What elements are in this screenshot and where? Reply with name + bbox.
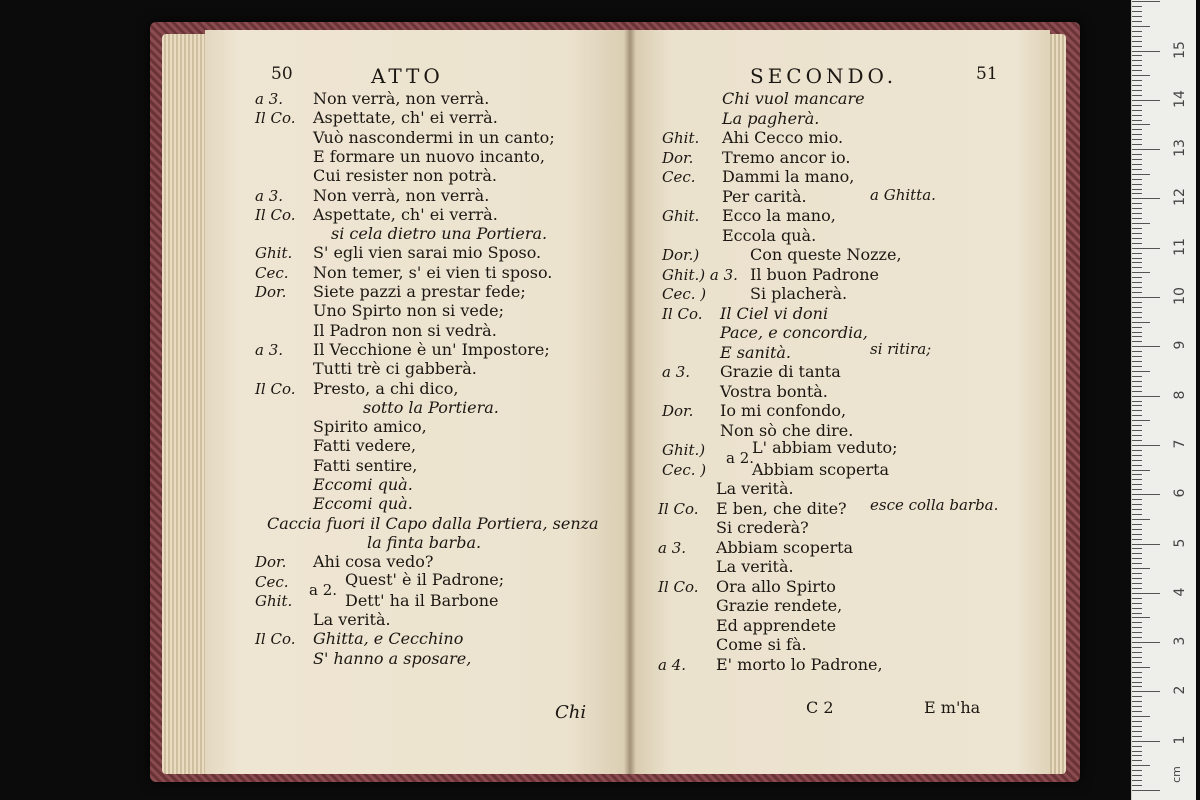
verse-line: Siete pazzi a prestar fede; — [313, 282, 526, 301]
speaker-label: Cec. — [662, 168, 696, 186]
ruler-tick — [1132, 90, 1142, 91]
verse-line: Abbiam scoperta — [752, 459, 890, 479]
speaker-label: Il Co. — [255, 630, 296, 649]
ruler-tick — [1132, 568, 1150, 569]
speaker-label: a 3. — [255, 186, 284, 205]
speaker-label: Il Co. — [255, 109, 296, 128]
verse-line: E sanità. — [720, 342, 791, 362]
verse-line: Uno Spirto non si vede; — [313, 301, 504, 321]
ruler-tick — [1132, 218, 1142, 219]
ruler-tick — [1132, 736, 1142, 737]
ruler-tick — [1132, 701, 1142, 702]
speaker-label: Dor. — [662, 402, 694, 420]
ruler-tick — [1132, 632, 1142, 633]
verse-line: Vostra bontà. — [720, 381, 828, 401]
ruler-tick — [1132, 706, 1142, 707]
ruler-tick — [1132, 70, 1142, 71]
ruler-number: 6 — [1172, 488, 1188, 498]
ruler-tick — [1132, 691, 1160, 692]
ruler-tick — [1132, 51, 1160, 52]
ruler-tick — [1132, 46, 1142, 47]
ruler-tick — [1132, 16, 1142, 17]
ruler-number: 5 — [1172, 538, 1188, 547]
ruler-tick — [1132, 95, 1142, 96]
ruler-tick — [1132, 642, 1160, 643]
ruler-tick — [1132, 282, 1142, 283]
ruler-tick — [1132, 410, 1142, 411]
ruler-tick — [1132, 174, 1150, 175]
ruler-tick — [1132, 558, 1142, 559]
speaker-label: Dor. — [255, 283, 287, 301]
ruler-tick — [1132, 450, 1142, 451]
ruler-tick — [1132, 741, 1160, 742]
ruler-tick — [1132, 124, 1150, 125]
verse-line: E ben, che dite? — [716, 498, 847, 518]
verse-line: sotto la Portiera. — [363, 397, 499, 417]
ruler-tick — [1132, 726, 1142, 727]
speaker-label: Ghit. — [255, 244, 293, 263]
ruler-tick — [1132, 21, 1142, 22]
ruler-tick — [1132, 203, 1142, 204]
ruler-tick — [1132, 608, 1142, 609]
ruler-tick — [1132, 36, 1142, 37]
ruler-tick — [1132, 193, 1142, 194]
ruler-tick — [1132, 341, 1142, 342]
verse-line: Vuò nascondermi in un canto; — [313, 127, 555, 147]
ruler-number: 7 — [1172, 439, 1188, 449]
ruler-tick — [1132, 184, 1142, 185]
verse-line: Fatti sentire, — [313, 455, 418, 475]
ruler-tick — [1132, 711, 1142, 712]
ruler-tick — [1132, 223, 1150, 224]
verse-line: E formare un nuovo incanto, — [313, 146, 545, 166]
verse-line: Pace, e concordia, — [720, 323, 868, 342]
verse-line: Non verrà, non verrà. — [313, 89, 490, 108]
ruler-tick — [1132, 682, 1142, 683]
ruler-tick — [1132, 297, 1160, 298]
ruler-tick — [1132, 371, 1150, 372]
verse-line: si cela dietro una Portiera. — [331, 224, 548, 244]
ruler-tick — [1132, 80, 1142, 81]
ruler-tick — [1132, 652, 1142, 653]
verse-line: Presto, a chi dico, — [313, 378, 459, 398]
ruler-tick — [1132, 460, 1142, 461]
speaker-label: Il Co. — [658, 499, 699, 518]
ruler-tick — [1132, 120, 1142, 121]
ruler-tick — [1132, 751, 1142, 752]
ruler-tick — [1132, 213, 1142, 214]
ruler-tick — [1132, 307, 1142, 308]
ruler-tick — [1132, 494, 1160, 495]
ruler-tick — [1132, 134, 1142, 135]
verse-line: Spirito amico, — [313, 417, 427, 437]
speaker-label: a 3. — [255, 90, 284, 108]
speaker-label: Il Co. — [255, 205, 296, 224]
ruler-tick — [1132, 179, 1142, 180]
ruler-tick — [1132, 164, 1142, 165]
speaker-label: a 3. — [662, 363, 691, 381]
ruler-tick — [1132, 790, 1160, 791]
ruler-tick — [1132, 41, 1142, 42]
ruler-tick — [1132, 440, 1142, 441]
ruler-tick — [1132, 60, 1142, 61]
ruler-tick — [1132, 662, 1142, 663]
ruler-tick — [1132, 386, 1142, 387]
ruler-number: 9 — [1172, 340, 1188, 350]
verse-line: Il Padron non si vedrà. — [313, 320, 497, 340]
ruler-tick — [1132, 361, 1142, 362]
ruler-tick — [1132, 396, 1160, 397]
ruler-tick — [1132, 617, 1150, 618]
ruler-tick — [1132, 613, 1142, 614]
verse-line: Si crederà? — [716, 518, 809, 537]
ruler-tick — [1132, 198, 1160, 199]
verse-line: Dett' ha il Barbone — [345, 590, 499, 610]
verse-line: la finta barba. — [367, 532, 482, 552]
ruler-tick — [1132, 544, 1160, 545]
ruler-tick — [1132, 479, 1142, 480]
ruler-tick — [1132, 672, 1142, 673]
ruler-tick — [1132, 233, 1142, 234]
verse-line: La verità. — [716, 557, 794, 576]
catchword-right: E m'ha — [924, 698, 981, 717]
verse-line: Aspettate, ch' ei verrà. — [313, 108, 498, 128]
verse-line: Ahi cosa vedo? — [313, 552, 434, 572]
ruler-tick — [1132, 6, 1142, 7]
ruler-tick — [1132, 238, 1142, 239]
ruler-tick — [1132, 603, 1142, 604]
ruler-tick — [1132, 317, 1142, 318]
verse-line: S' hanno a sposare, — [313, 648, 472, 668]
book-gutter — [624, 30, 636, 774]
ruler-number: 13 — [1172, 139, 1188, 158]
ruler-tick — [1132, 415, 1142, 416]
ruler-tick — [1132, 470, 1150, 471]
ruler-tick — [1132, 588, 1142, 589]
speaker-label: Ghit.) — [662, 441, 706, 459]
ruler-tick — [1132, 332, 1142, 333]
ruler-tick — [1132, 622, 1142, 623]
ruler-tick — [1132, 381, 1142, 382]
ruler-tick — [1132, 775, 1142, 776]
verse-line: Fatti vedere, — [313, 436, 417, 456]
ruler-tick — [1132, 499, 1142, 500]
verse-line: Cui resister non potrà. — [313, 166, 497, 186]
ruler-tick — [1132, 327, 1142, 328]
ruler-tick — [1132, 144, 1142, 145]
ruler-tick — [1132, 425, 1142, 426]
verse-line: Chi vuol mancare — [722, 89, 865, 108]
verse-line: La verità. — [313, 610, 391, 630]
speaker-label: Ghit. — [662, 207, 700, 225]
right-page — [630, 30, 1050, 774]
ruler-tick — [1132, 351, 1142, 352]
ruler-tick — [1132, 637, 1142, 638]
ruler-tick — [1132, 474, 1142, 475]
ruler-tick — [1132, 139, 1142, 140]
ruler-tick — [1132, 770, 1142, 771]
speaker-label: Cec. — [255, 572, 289, 591]
verse-line: Ed apprendete — [716, 615, 837, 635]
verse-line: Per carità. — [722, 186, 807, 206]
ruler-tick — [1132, 85, 1142, 86]
ruler-tick — [1132, 578, 1142, 579]
verse-line: Il Vecchione è un' Impostore; — [313, 339, 550, 359]
ruler-number: 15 — [1172, 40, 1188, 59]
stage-direction: a Ghitta. — [870, 186, 936, 204]
signature-mark: C 2 — [806, 698, 834, 717]
ruler-tick — [1132, 277, 1142, 278]
ruler-tick — [1132, 667, 1150, 668]
ruler-tick — [1132, 780, 1142, 781]
ruler-tick — [1132, 287, 1142, 288]
verse-line: Non temer, s' ei vien ti sposo. — [313, 262, 553, 282]
ruler-number: 10 — [1172, 287, 1188, 305]
ruler-tick — [1132, 760, 1142, 761]
verse-line: Come si fà. — [716, 635, 807, 654]
verse-line: La pagherà. — [722, 108, 820, 128]
verse-line: Non sò che dire. — [720, 420, 854, 440]
ruler-tick — [1132, 484, 1142, 485]
verse-line: Caccia fuori il Capo dalla Portiera, senza — [267, 513, 599, 533]
ruler-tick — [1132, 420, 1150, 421]
ruler-tick — [1132, 1, 1160, 2]
ruler-tick — [1132, 514, 1142, 515]
ruler-tick — [1132, 445, 1160, 446]
catchword-left: Chi — [555, 702, 587, 723]
ruler-tick — [1132, 489, 1142, 490]
speaker-label: Ghit. — [662, 129, 700, 147]
ruler-tick — [1132, 312, 1142, 313]
verse-line: La verità. — [716, 479, 794, 498]
verse-line: Ghitta, e Cecchino — [313, 629, 464, 649]
ruler-tick — [1132, 11, 1142, 12]
ruler-tick — [1132, 716, 1150, 717]
speaker-label: Dor. — [255, 553, 287, 572]
ruler-number: 4 — [1172, 587, 1188, 597]
verse-line: Eccomi quà. — [313, 494, 413, 514]
verse-line: Tremo ancor io. — [722, 147, 851, 167]
ruler-tick — [1132, 322, 1150, 323]
speaker-label: Il Co. — [658, 577, 699, 596]
ruler-tick — [1132, 563, 1142, 564]
ruler-tick — [1132, 677, 1142, 678]
ruler-tick — [1132, 435, 1142, 436]
ruler-tick — [1132, 115, 1142, 116]
ruler-tick — [1132, 657, 1142, 658]
verse-line: Dammi la mano, — [722, 167, 855, 186]
speaker-label: Dor.) — [662, 246, 700, 264]
speaker-label: Il Co. — [662, 304, 703, 323]
ruler-tick — [1132, 504, 1142, 505]
speaker-label: Ghit. — [255, 591, 293, 610]
ruler-tick — [1132, 376, 1142, 377]
verse-line: L' abbiam veduto; — [752, 438, 898, 457]
verse-line: Ora allo Spirto — [716, 576, 836, 596]
verse-line: Il buon Padrone — [750, 264, 879, 284]
verse-line: Non verrà, non verrà. — [313, 185, 490, 205]
ruler-tick — [1132, 262, 1142, 263]
ruler-tick — [1132, 55, 1142, 56]
ruler-tick — [1132, 159, 1142, 160]
ruler-tick — [1132, 267, 1142, 268]
ruler-tick — [1132, 302, 1142, 303]
ruler-tick — [1132, 746, 1142, 747]
verse-line: Eccomi quà. — [313, 475, 413, 494]
ruler-tick — [1132, 129, 1142, 130]
verse-line: Tutti trè ci gabberà. — [313, 359, 477, 379]
speaker-label: Cec. ) — [662, 460, 707, 479]
ruler-tick — [1132, 169, 1142, 170]
speaker-label: a 3. — [658, 538, 687, 557]
ruler-number: 1 — [1172, 735, 1188, 745]
ruler-tick — [1132, 391, 1142, 392]
ruler-tick — [1132, 765, 1150, 766]
ruler-tick — [1132, 243, 1142, 244]
verse-line: Abbiam scoperta — [716, 537, 854, 557]
ruler-tick — [1132, 154, 1142, 155]
verse-line: Il Ciel vi doni — [720, 303, 829, 323]
ruler-tick — [1132, 627, 1142, 628]
verse-line: Grazie rendete, — [716, 596, 843, 615]
ruler-number: 12 — [1172, 188, 1188, 207]
ruler-tick — [1132, 696, 1142, 697]
ruler-number: 8 — [1172, 390, 1188, 400]
ruler-tick — [1132, 248, 1160, 249]
measuring-ruler — [1131, 0, 1196, 800]
ruler-tick — [1132, 272, 1150, 273]
verse-line: S' egli vien sarai mio Sposo. — [313, 243, 542, 263]
ruler-tick — [1132, 208, 1142, 209]
ruler-tick — [1132, 539, 1142, 540]
ruler-tick — [1132, 534, 1142, 535]
ruler-unit: cm — [1169, 766, 1183, 783]
verse-line: Io mi confondo, — [720, 401, 847, 420]
ruler-tick — [1132, 258, 1142, 259]
ruler-tick — [1132, 75, 1150, 76]
ruler-tick — [1132, 721, 1142, 722]
group-marker: a 2. — [726, 449, 755, 467]
ruler-tick — [1132, 100, 1160, 101]
ruler-tick — [1132, 529, 1142, 530]
ruler-tick — [1132, 583, 1142, 584]
ruler-tick — [1132, 647, 1142, 648]
speaker-label: a 3. — [255, 340, 284, 359]
page-number-left: 50 — [271, 64, 293, 84]
speaker-label: Ghit.) a 3. — [662, 265, 738, 284]
verse-line: Grazie di tanta — [720, 362, 841, 381]
ruler-tick — [1132, 686, 1142, 687]
running-header-left: ATTO — [371, 64, 444, 88]
stage-direction: si ritira; — [870, 340, 932, 358]
ruler-tick — [1132, 26, 1150, 27]
stage-direction: esce colla barba. — [870, 496, 999, 514]
verse-line: Con queste Nozze, — [750, 245, 902, 264]
speaker-label: Dor. — [662, 148, 694, 167]
speaker-label: a 4. — [658, 655, 687, 674]
ruler-tick — [1132, 548, 1142, 549]
ruler-number: 2 — [1172, 685, 1188, 695]
speaker-label: Il Co. — [255, 379, 296, 398]
ruler-tick — [1132, 65, 1142, 66]
ruler-tick — [1132, 593, 1160, 594]
group-marker: a 2. — [309, 580, 338, 599]
ruler-tick — [1132, 336, 1142, 337]
ruler-tick — [1132, 755, 1142, 756]
ruler-tick — [1132, 346, 1160, 347]
ruler-tick — [1132, 356, 1142, 357]
verse-line: Si placherà. — [750, 284, 848, 303]
ruler-tick — [1132, 509, 1142, 510]
speaker-label: Cec. ) — [662, 285, 707, 303]
ruler-tick — [1132, 465, 1142, 466]
running-header-right: SECONDO. — [750, 64, 898, 88]
speaker-label: Cec. — [255, 263, 289, 282]
ruler-tick — [1132, 292, 1142, 293]
ruler-tick — [1132, 253, 1142, 254]
ruler-number: 14 — [1172, 89, 1188, 108]
verse-line: Aspettate, ch' ei verrà. — [313, 204, 498, 224]
verse-line: Ecco la mano, — [722, 206, 836, 225]
left-page — [205, 30, 630, 774]
ruler-tick — [1132, 524, 1142, 525]
ruler-tick — [1132, 401, 1142, 402]
verse-line: Quest' è il Padrone; — [345, 569, 505, 589]
ruler-tick — [1132, 105, 1142, 106]
ruler-tick — [1132, 110, 1142, 111]
ruler-tick — [1132, 455, 1142, 456]
ruler-tick — [1132, 31, 1142, 32]
verse-line: E' morto lo Padrone, — [716, 654, 883, 674]
verse-line: Eccola quà. — [722, 225, 817, 245]
ruler-tick — [1132, 731, 1142, 732]
page-number-right: 51 — [976, 64, 998, 84]
ruler-tick — [1132, 149, 1160, 150]
ruler-tick — [1132, 553, 1142, 554]
ruler-tick — [1132, 573, 1142, 574]
ruler-number: 3 — [1172, 636, 1188, 646]
ruler-tick — [1132, 430, 1142, 431]
ruler-number: 11 — [1172, 237, 1188, 256]
ruler-tick — [1132, 189, 1142, 190]
ruler-tick — [1132, 519, 1150, 520]
ruler-tick — [1132, 228, 1142, 229]
ruler-tick — [1132, 405, 1142, 406]
ruler-tick — [1132, 785, 1142, 786]
ruler-tick — [1132, 598, 1142, 599]
verse-line: Ahi Cecco mio. — [722, 128, 844, 147]
ruler-tick — [1132, 366, 1142, 367]
